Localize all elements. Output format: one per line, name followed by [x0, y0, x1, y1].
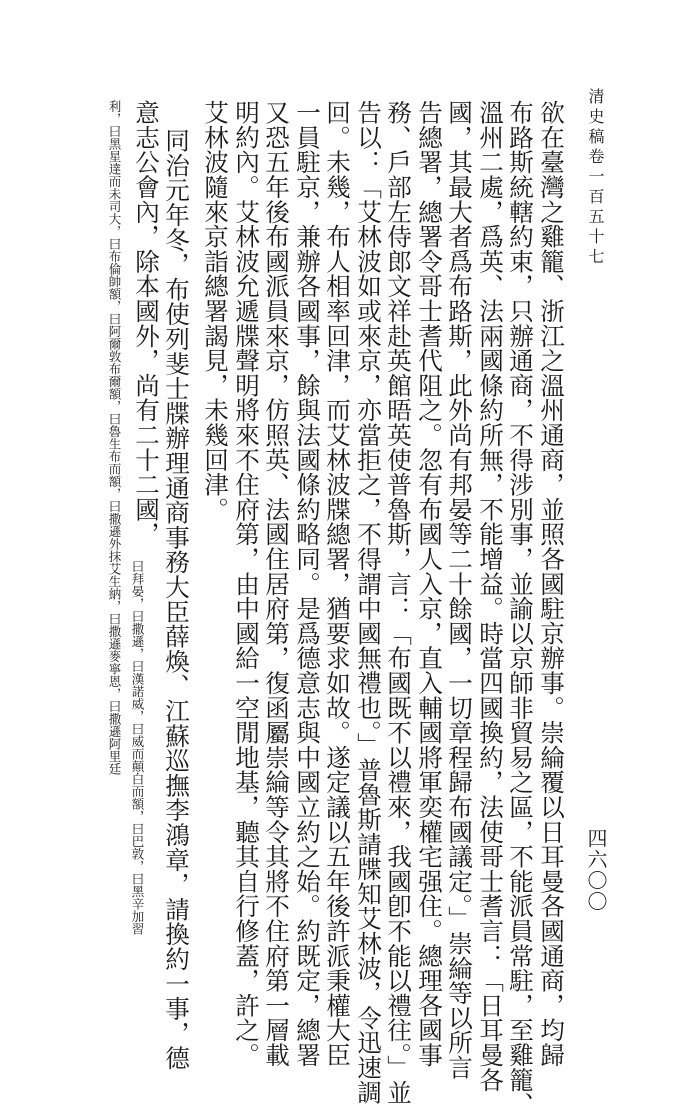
text-column-11: 明約內。艾林波允遞牒聲明將來不住府第，由中國給一空閒地基，聽其自行修蓋，許之。	[232, 100, 261, 1068]
running-header: 清史稿卷一百五十七	[586, 88, 605, 268]
text-column-14: 意志公會內，除本國外，尚有二十二國，	[132, 100, 161, 547]
text-column-4: 國，其最大者爲布路斯，此外尚有邦晏等二十餘國，一切章程歸布國議定。」崇綸等以所言	[445, 100, 474, 1080]
text-column-5: 告總署，總署令哥士耆代阻之。忽有布國人入京，直入輔國將軍奕權宅强住。總理各國事	[415, 100, 444, 1068]
note-column-14: 曰拜晏，曰撒遜，曰漢諾威，曰威而顛白而額，曰巴敦，曰黑辛加習	[130, 560, 145, 935]
text-column-7: 告以：「艾林波如或來京，亦當拒之，不得謂中國無禮也。」普魯斯請牒知艾林波，令迅速調	[354, 100, 383, 1105]
page-number: 四六〇〇	[584, 828, 608, 912]
text-column-3: 溫州二處，爲英、法兩國條約所無，不能增益。時當四國換約，法使哥士耆言：「日耳曼各	[476, 100, 505, 1092]
text-column-12: 艾林波隨來京詣總署謁見，未幾回津。	[201, 100, 230, 522]
text-column-6: 務、戶部左侍郎文祥赴英館晤英使普魯斯，言：「布國既不以禮來，我國卽不能以禮往。」並	[384, 100, 413, 1105]
text-column-1: 欲在臺灣之雞籠、浙江之溫州通商，並照各國駐京辦事。崇綸覆以日耳曼各國通商，均歸	[537, 100, 566, 1068]
note-column-15: 利，曰黑星達而未司大，曰布倫帥額，曰阿爾敦布爾額，曰魯生布而額，曰撒遜外抹艾生納，曰撒遜麥寧恩，曰撒遜阿里廷	[107, 100, 122, 775]
text-column-13: 同治元年冬，布使列斐士牒辦理通商事務大臣薛煥、江蘇巡撫李鴻章，請換約一事，德	[162, 128, 191, 1071]
text-column-8: 回。未幾，布人相率回津，而艾林波牒總署，猶要求如故。遂定議以五年後許派秉權大臣	[323, 100, 352, 1068]
text-column-2: 布路斯統轄約束，只辦通商，不得涉別事，並諭以京師非貿易之區，不能派員常駐，至雞籠、	[506, 100, 535, 1117]
text-column-9: 一員駐京，兼辦各國事，餘與法國條約略同。是爲德意志與中國立約之始。約既定，總署	[293, 100, 322, 1068]
text-column-10: 又恐五年後布國派員來京，仿照英、法國住居府第，復函屬崇綸等令其將不住府第一層載	[262, 100, 291, 1068]
